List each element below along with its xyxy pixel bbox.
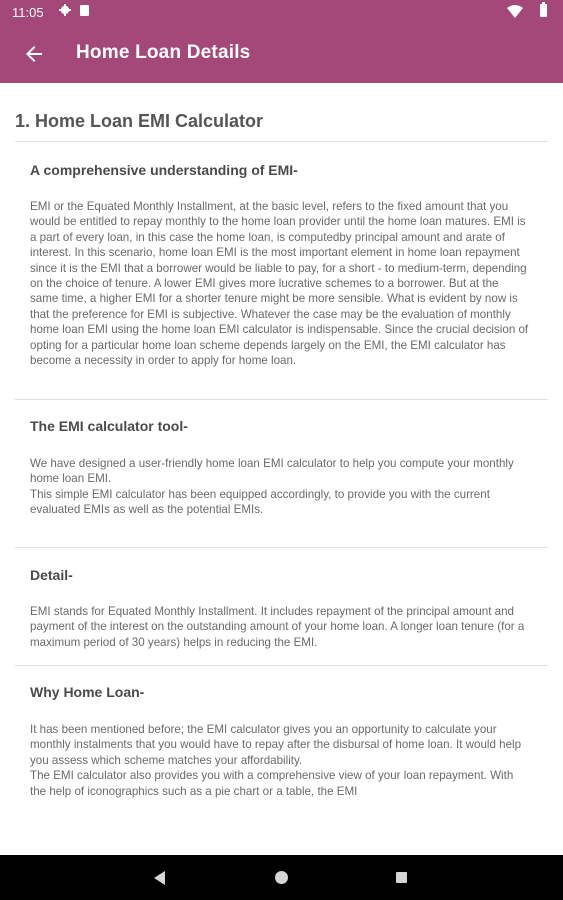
divider [15, 399, 548, 400]
page-title: Home Loan Details [76, 42, 251, 63]
paragraph: EMI stands for Equated Monthly Installment. It includes repayment of the principal amount and payment of the interest on the outstanding amount of your home loan. A longer loan tenure (for a maximum period of 30 years) helps in reducing the EMI. [30, 605, 525, 649]
section-title-why: Why Home Loan- [30, 684, 145, 700]
paragraph: It has been mentioned before; the EMI calculator gives you an opportunity to calculate your monthly instalments that you would have to repay after the disbursal of home loan. It would help you assess which scheme matches your affordability. [30, 723, 522, 767]
content-scroll[interactable] [0, 83, 563, 855]
nav-home-icon[interactable] [275, 871, 288, 884]
section-body-tool [30, 456, 530, 518]
status-time: 11:05 [12, 5, 44, 20]
paragraph: This simple EMI calculator has been equipped accordingly, to provide you with the current evaluated EMIs as well as the potential EMIs. [30, 487, 490, 517]
divider [15, 547, 548, 548]
paragraph: The EMI calculator also provides you with a comprehensive view of your loan repayment. With the help of iconographics such as a pie chart or a table, the EMI [30, 769, 514, 798]
nav-back-icon[interactable] [154, 871, 165, 885]
section-body-detail [30, 604, 530, 650]
divider [15, 665, 548, 666]
status-bar [0, 0, 563, 25]
section-body-emi [30, 199, 530, 368]
wifi-icon [507, 5, 523, 18]
navigation-bar [0, 855, 563, 900]
section-body-why [30, 722, 530, 799]
battery-icon [540, 4, 547, 17]
app-bar [0, 25, 563, 83]
sd-card-icon [80, 5, 89, 16]
section-title-emi: A comprehensive understanding of EMI- [30, 162, 298, 178]
nav-recents-icon[interactable] [396, 872, 407, 883]
section-title-tool: The EMI calculator tool- [30, 418, 188, 434]
paragraph: EMI or the Equated Monthly Installment, at the basic level, refers to the fixed amount that you would be entitled to repay monthly to the home loan provider until the home loan matures. EMI is a part of every loan, in this case the home loan, is computedby principal amount and arate of interest. In this scenario, home loan EMI is the most important element in home loan repayment since it is the EMI that a borrower would be liable to pay, for a short - to medium-term, depending on the choice of tenure. A lower EMI gives more lucrative schemes to a borrower. But at the same time, a higher EMI for a shorter tenure might be more sensible. What is evident by now is that the preference for EMI is subjective. Whatever the case may be the evaluation of monthly home loan EMI using the home loan EMI calculator is indispensable. Since the crucial decision of opting for a particular home loan scheme depends largely on the EMI, the EMI calculator has become a necessity in order to apply for home loan. [30, 200, 529, 368]
paragraph: We have designed a user-friendly home loan EMI calculator to help you compute your monthly home loan EMI. [30, 457, 514, 486]
arrow-left-icon[interactable] [22, 42, 46, 66]
section-title-detail: Detail- [30, 567, 73, 583]
gear-icon [59, 4, 71, 16]
divider [15, 141, 548, 142]
section-heading: 1. Home Loan EMI Calculator [15, 111, 264, 131]
